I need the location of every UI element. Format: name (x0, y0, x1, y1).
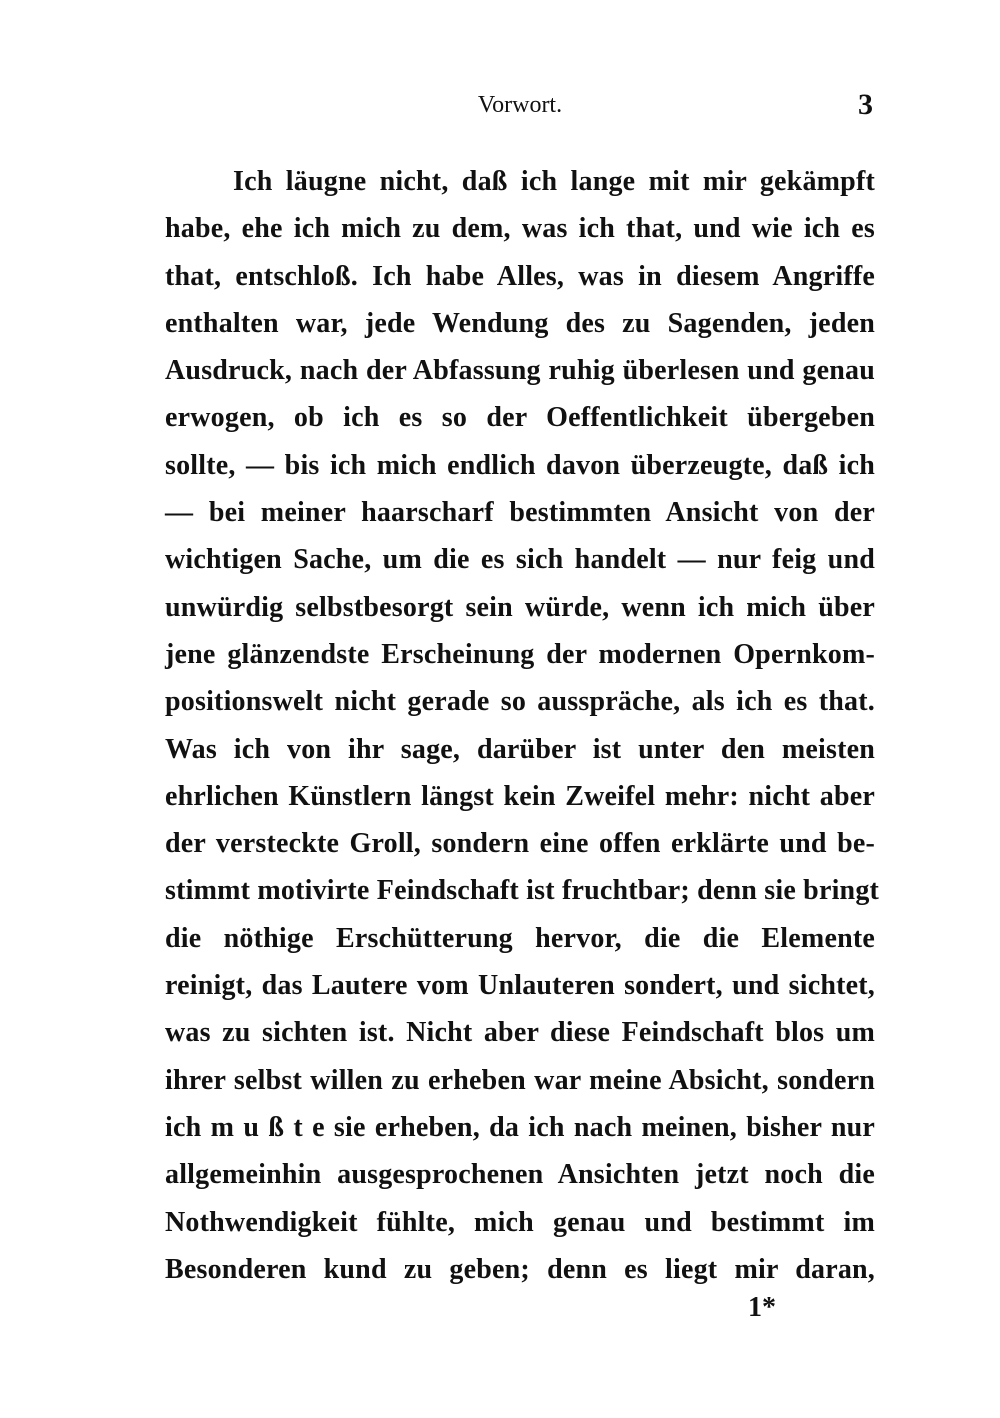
page-number: 3 (858, 88, 873, 121)
text-line: sollte, — bis ich mich endlich davon überzeugte, daß ich (165, 449, 875, 481)
text-line: der versteckte Groll, sondern eine offen erklärte und be- (165, 828, 875, 860)
text-line: jene glänzendste Erscheinung der modernen Opernkom- (165, 638, 875, 670)
page-header (165, 88, 875, 128)
body-text (165, 158, 880, 1293)
text-line: enthalten war, jede Wendung des zu Sagenden, jeden (165, 307, 875, 339)
text-line: stimmt motivirte Feindschaft ist fruchtbar; denn sie bringt (165, 875, 880, 907)
text-line: allgemeinhin ausgesprochenen Ansichten jetzt noch die (165, 1159, 875, 1191)
text-line: Ausdruck, nach der Abfassung ruhig überlesen und genau (165, 355, 875, 387)
text-line: habe, ehe ich mich zu dem, was ich that, und wie ich es (165, 213, 875, 245)
text-line: wichtigen Sache, um die es sich handelt — nur feig und (165, 544, 875, 576)
text-line: Besonderen kund zu geben; denn es liegt mir daran, (165, 1253, 875, 1285)
text-line: ehrlichen Künstlern längst kein Zweifel mehr: nicht aber (165, 780, 875, 812)
text-line: Ich läugne nicht, daß ich lange mit mir gekämpft (233, 166, 875, 197)
text-line: Was ich von ihr sage, darüber ist unter den meisten (165, 733, 875, 765)
text-line: was zu sichten ist. Nicht aber diese Feindschaft blos um (165, 1017, 875, 1049)
text-line: unwürdig selbstbesorgt sein würde, wenn ich mich über (165, 591, 875, 623)
text-line: erwogen, ob ich es so der Oeffentlichkeit übergeben (165, 402, 875, 434)
text-line: ich m u ß t e sie erheben, da ich nach meinen, bisher nur (165, 1111, 875, 1143)
text-line: positionswelt nicht gerade so ausspräche, als ich es that. (165, 686, 875, 718)
text-line: reinigt, das Lautere vom Unlauteren sondert, und sichtet, (165, 970, 875, 1002)
text-line: that, entschloß. Ich habe Alles, was in diesem Angriffe (165, 260, 875, 292)
text-line: — bei meiner haarscharf bestimmten Ansicht von der (165, 497, 875, 529)
text-line: ihrer selbst willen zu erheben war meine Absicht, sondern (165, 1064, 875, 1096)
signature-mark: 1* (748, 1292, 776, 1323)
text-line: Nothwendigkeit fühlte, mich genau und bestimmt im (165, 1206, 875, 1238)
text-line: die nöthige Erschütterung hervor, die die Elemente (165, 922, 875, 954)
running-title: Vorwort. (477, 92, 563, 118)
